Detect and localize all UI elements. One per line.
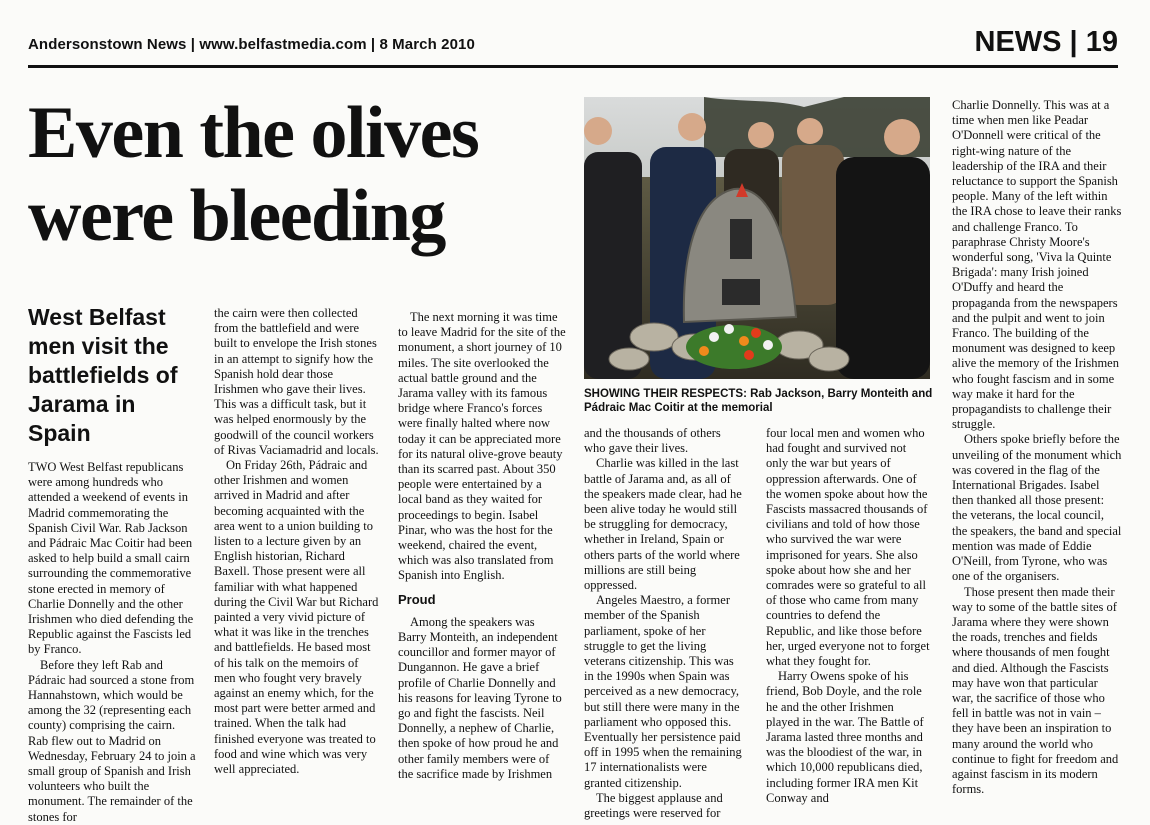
paragraph: the cairn were then collected from the battlefield and were built to envelope the Irish stones in an attempt to signify how the Spanish hold dear those Irishmen who gave their lives. This was a difficult task, but it was helped enormously by the goodwill of the council workers of Rivas Vaciamadrid and locals. (214, 306, 379, 457)
paragraph: Among the speakers was Barry Monteith, an independent councillor and former mayor of Dungannon. He gave a brief profile of Charlie Donnelly and his reasons for leaving Tyrone to go and fight the fascists. Neil Donnelly, a nephew of Charlie, then spoke of how proud he and other family members were of the sacrifice made by Irishmen (398, 614, 562, 781)
paragraph: Charlie Donnelly. This was at a time when men like Peadar O'Donnell were critical of the right-wing nature of the leadership of the IRA and their reluctance to support the Spanish people. Many of the left within the IRA chose to leave their ranks and challenge Franco. To paraphrase Christy Moore's wonderful song, 'Viva la Quinte Brigada': many Irish joined O'Duffy and heard the propaganda from the newspapers and the pulpit and went to join Franco. The building of the monument was designed to keep alive the memory of the Irishmen who fought fascism and in some way make it hard for the propagandists to challenge their struggle. (952, 98, 1122, 432)
paragraph: and the thousands of others who gave their lives. (584, 426, 721, 456)
paragraph: Those present then made their way to some of the battle sites of Jarama where they were shown the roads, trenches and fields where thousands of men fought and died. Although the Fascists may have won that particular war, the sacrifice of those who fell in battle was not in vain – they have been an inspiration to many around the world who continue to fight for freedom and against fascism in its modern forms. (952, 584, 1119, 797)
headline-line-1: Even the olives (28, 92, 479, 174)
paragraph: TWO West Belfast republicans were among hundreds who attended a weekend of events in Madrid commemorating the Spanish Civil War. Rab Jackson and Pádraic Mac Coitir had been asked to help build a small cairn surrounding the commemorative stone erected in memory of Charlie Donnelly and the other Irishmen who died defending the Republic against the Fascists led by Franco. (28, 460, 194, 657)
article-column-6 (952, 98, 1122, 797)
memorial-photo-illustration (584, 97, 930, 379)
article-column-1 (28, 460, 196, 825)
paragraph: Angeles Maestro, a former member of the Spanish parliament, spoke of her struggle to get the living veterans citizenship. This was in the 1990s when Spain was perceived as a new democracy, but still there were many in the parliament who opposed this. Eventually her persistence paid off in 1995 when the remaining 17 internationalists were granted citizenship. (584, 593, 742, 790)
headline (28, 92, 588, 258)
article-column-4 (584, 426, 744, 821)
paragraph: Harry Owens spoke of his friend, Bob Doyle, and the role he and the other Irishmen played in the war. The Battle of Jarama lasted three months and was the bloodiest of the war, in which 10,000 republicans died, including former IRA men Kit Conway and (766, 669, 924, 805)
masthead-publication: Andersonstown News | www.belfastmedia.com | 8 March 2010 (28, 36, 475, 53)
crosshead: Proud (398, 591, 436, 607)
headline-line-2: were bleeding (28, 175, 445, 257)
article-column-5 (766, 426, 930, 806)
section-page-number: NEWS | 19 (974, 26, 1118, 58)
article-column-2 (214, 306, 379, 777)
paragraph: Charlie was killed in the last battle of Jarama and, as all of the speakers made clear, had he been alive today he would still be struggling for democracy, whether in Ireland, Spain or others parts of the world where millions are still being oppressed. (584, 456, 742, 593)
subheadline: West Belfast men visit the battlefields of Jarama in Spain (28, 304, 178, 446)
paragraph: The next morning it was time to leave Madrid for the site of the monument, a short journey of 10 miles. The site overlooked the actual battle ground and the Jarama valley with its famous bridge where Franco's forces were finally halted where now today it can be appreciated more for its natural olive-grove beauty than its scarred past. About 350 people were entertained by a local band as they waited for proceedings to begin. Isabel Pinar, who was the host for the weekend, chaired the event, which was also translated from Spanish into English. (398, 310, 566, 583)
masthead-rule (28, 65, 1118, 68)
paragraph: Others spoke briefly before the unveiling of the monument which was covered in the flag of the International Brigades. Isabel then thanked all those present: the veterans, the local council, the speakers, the band and special mention was made of Eddie O'Neill, from Tyrone, who was one of the organisers. (952, 432, 1122, 584)
memorial-photo (584, 97, 930, 379)
article-column-3 (398, 310, 566, 782)
paragraph: On Friday 26th, Pádraic and other Irishmen and women arrived in Madrid and after becoming acquainted with the area went to a union building to listen to a lecture given by an English historian, Richard Baxell. Those present were all familiar with what happened during the Civil War but Richard painted a very vivid picture of what it was like in the trenches and battlefields. He based most of his talk on the memoirs of men who fought very bravely against an enemy which, for the most part were better armed and trained. When the talk had finished everyone was treated to food and wine which was very well appreciated. (214, 458, 379, 777)
paragraph: The biggest applause and greetings were reserved for (584, 790, 723, 821)
paragraph: Before they left Rab and Pádraic had sourced a stone from Hannahstown, which would be among the 32 (representing each county) comprising the cairn. Rab flew out to Madrid on Wednesday, February 24 to join a small group of Spanish and Irish volunteers who built the monument. The remainder of the stones for (28, 657, 196, 824)
photo-caption: SHOWING THEIR RESPECTS: Rab Jackson, Barry Monteith and Pádraic Mac Coitir at the memorial (584, 388, 933, 414)
paragraph: four local men and women who had fought and survived not only the war but years of oppression afterwards. One of the women spoke about how the Fascists massacred thousands of civilians and told of how those who survived the war were imprisoned for years. She also spoke about how she and her comrades were so grateful to all of those who came from many countries to defend the Republic, and like those before her, urged everyone not to forget what they fought for. (766, 426, 930, 669)
